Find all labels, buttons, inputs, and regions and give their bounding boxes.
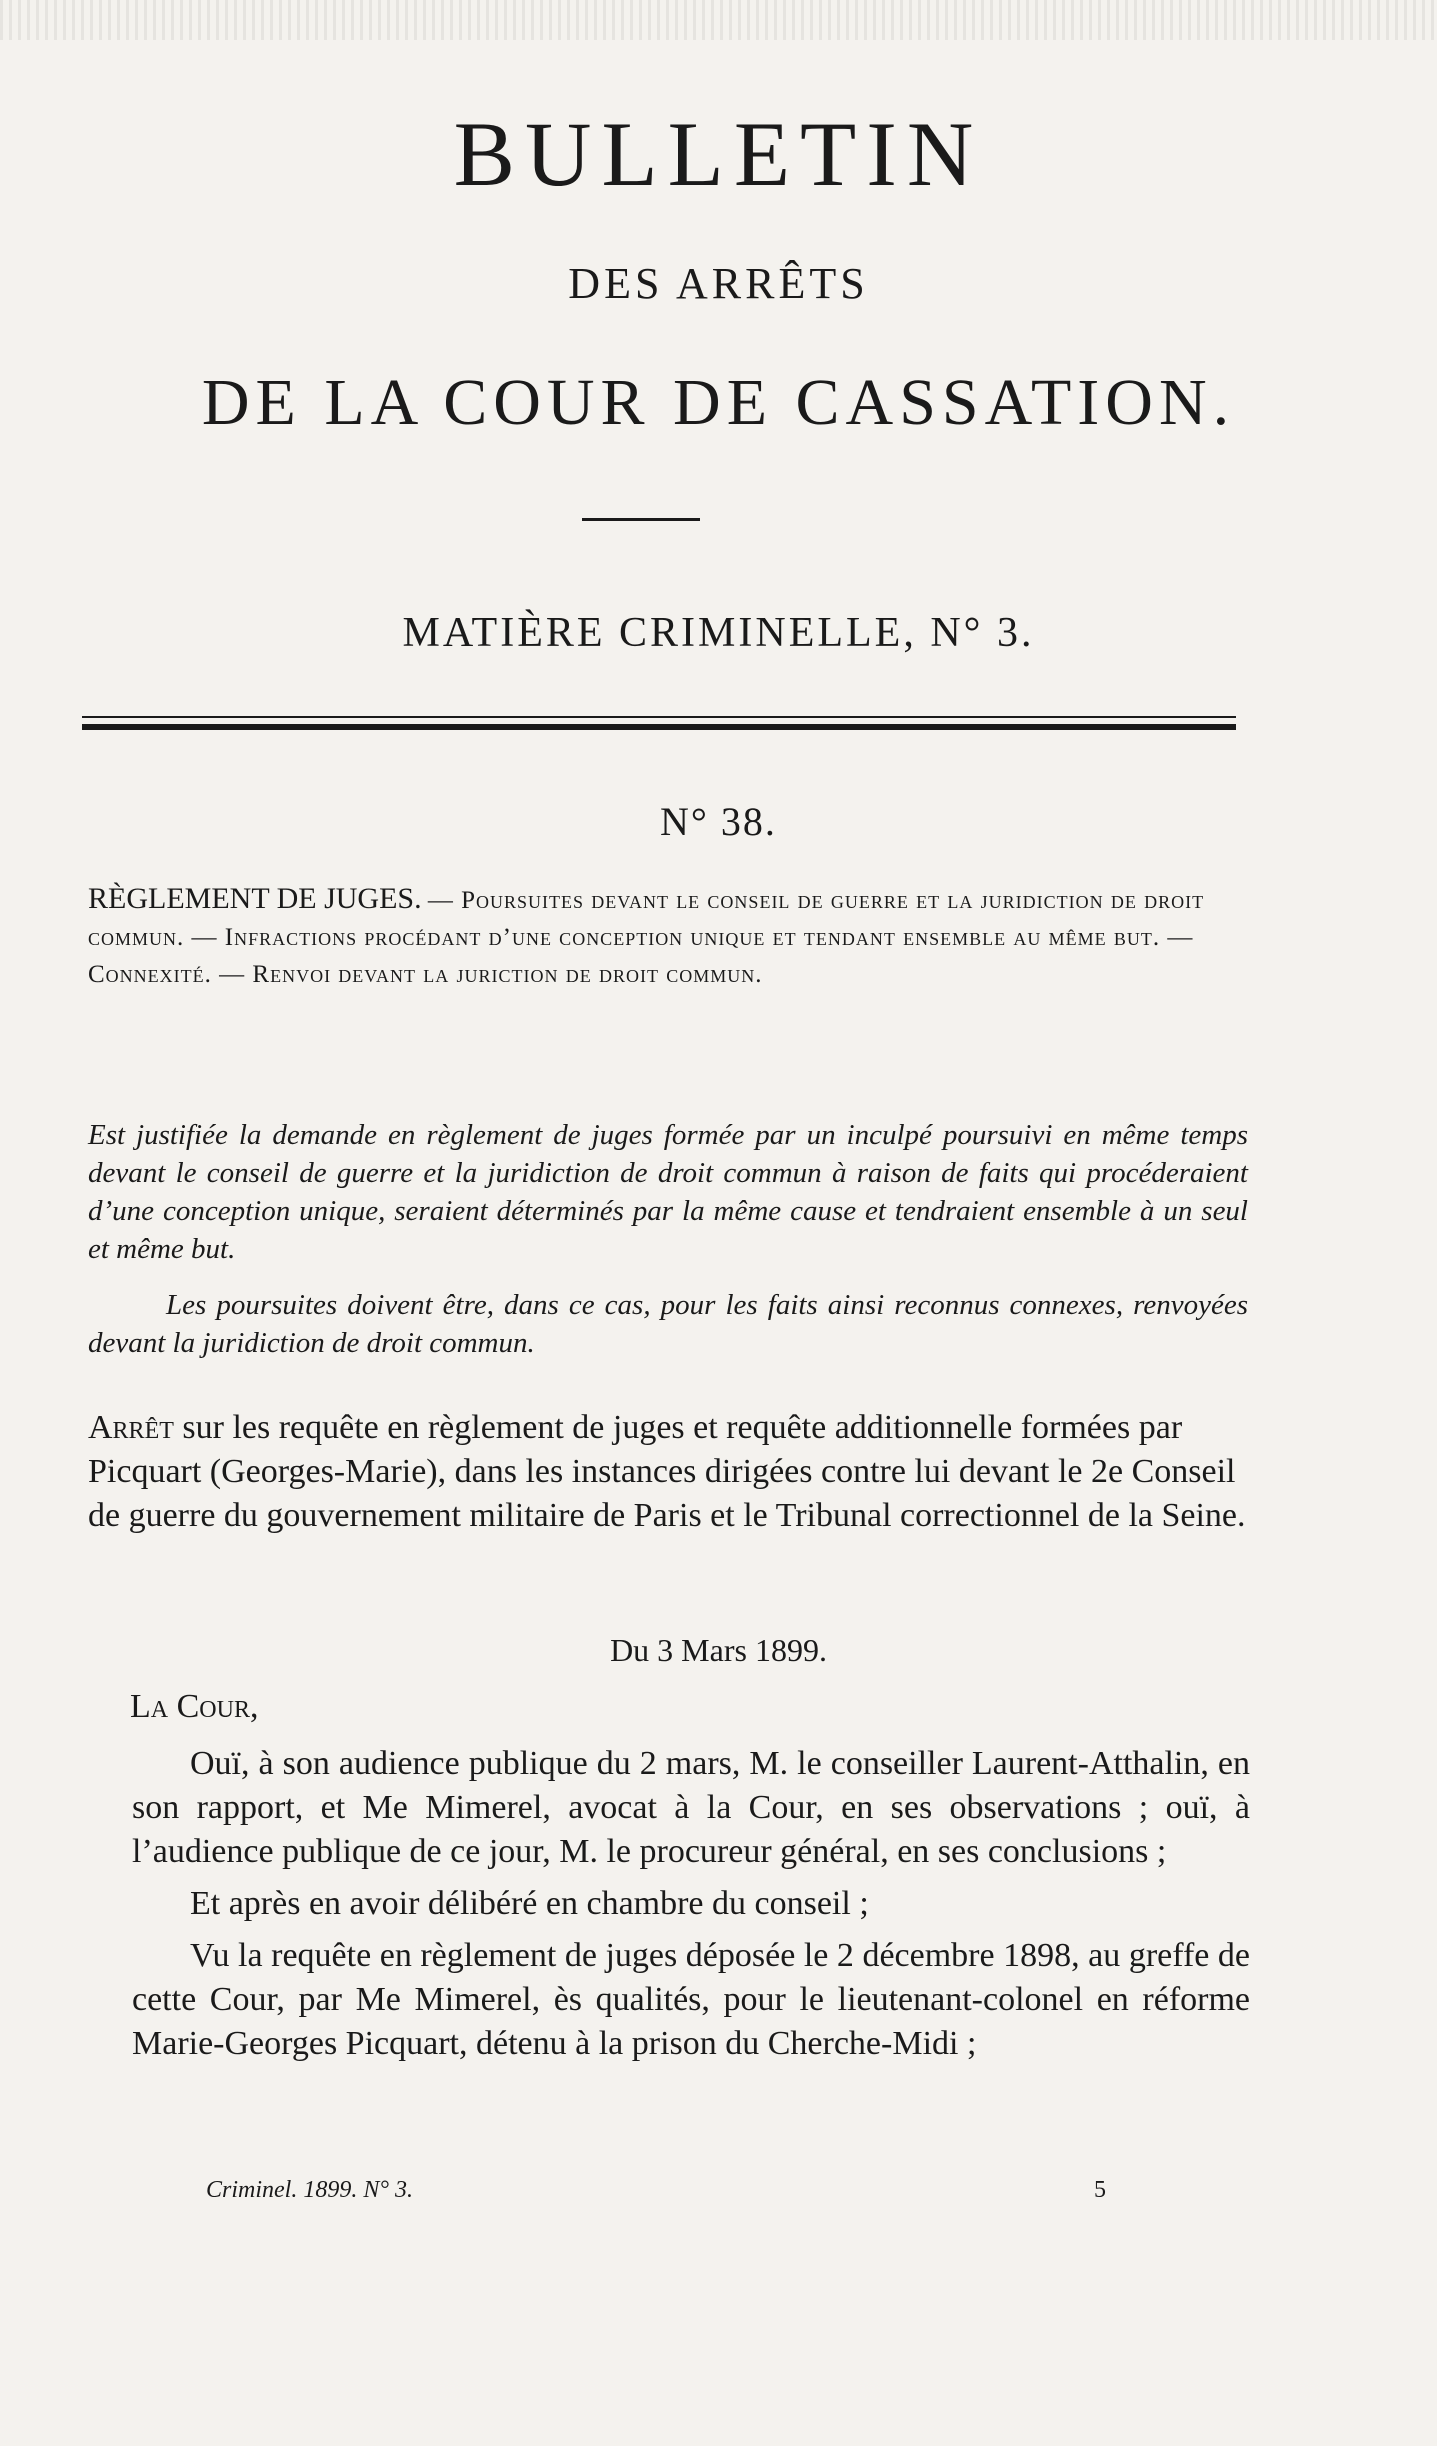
case-abstract <box>88 1116 1248 1380</box>
bulletin-subtitle-cour: DE LA COUR DE CASSATION. <box>201 366 1236 439</box>
body-paragraph-3: Vu la requête en règlement de juges déposée le 2 décembre 1898, au greffe de cette Cour, par Me Mimerel, ès qualités, pour le lieutenant-colonel en réforme Marie-Georges Picquart, détenu à la prison du Cherche-Midi ; <box>132 1937 1250 2062</box>
scan-noise <box>0 0 1437 40</box>
page-number: 5 <box>1094 2177 1106 2203</box>
footer-signature: Criminel. 1899. N° 3. <box>206 2177 413 2203</box>
arret-heading <box>88 1406 1248 1538</box>
abstract-paragraph-1: Est justifiée la demande en règlement de juges formée par un inculpé poursuivi en même temps devant le conseil de guerre et la juridiction de droit commun à raison de faits qui procéderaient d’une conception unique, seraient déterminés par la même cause et tendraient ensemble à un seul et même but. <box>88 1119 1248 1265</box>
arret-text: sur les requête en règlement de juges et requête additionnelle formées par Picquart (Georges-Marie), dans les instances dirigées contre lui devant le 2e Conseil de guerre du gouvernement militaire de Paris et le Tribunal correctionnel de la Seine. <box>88 1409 1246 1534</box>
summary-lead: RÈGLEMENT DE JUGES. <box>88 882 422 915</box>
matiere-heading: MATIÈRE CRIMINELLE, N° 3. <box>402 610 1035 656</box>
decision-date: Du 3 Mars 1899. <box>610 1632 827 1668</box>
short-divider <box>582 518 700 521</box>
arret-lead: Arrêt <box>88 1409 174 1446</box>
bulletin-subtitle-arrets: DES ARRÊTS <box>568 259 869 308</box>
bulletin-title: BULLETIN <box>453 103 984 205</box>
abstract-paragraph-2: Les poursuites doivent être, dans ce cas, pour les faits ainsi reconnus connexes, renvoyées devant la juridiction de droit commun. <box>88 1289 1248 1359</box>
double-rule-thick <box>82 724 1236 730</box>
case-summary <box>88 880 1248 993</box>
summary-keywords: — Poursuites devant le conseil de guerre et la juridiction de droit commun. — Infractions procédant d’une conception unique et tendant ensemble au même but. — Connexité. — Renvoi devant la juriction de droit commun. <box>88 887 1205 988</box>
court-heading: La Cour, <box>130 1688 259 1725</box>
case-number: N° 38. <box>660 799 777 844</box>
decision-body <box>132 1742 1250 2074</box>
double-rule-thin <box>82 716 1236 718</box>
body-paragraph-1: Ouï, à son audience publique du 2 mars, M. le conseiller Laurent-Atthalin, en son rapport, et Me Mimerel, avocat à la Cour, en ses observations ; ouï, à l’audience publique de ce jour, M. le procureur général, en ses conclusions ; <box>132 1745 1250 1870</box>
body-paragraph-2: Et après en avoir délibéré en chambre du conseil ; <box>190 1885 869 1922</box>
